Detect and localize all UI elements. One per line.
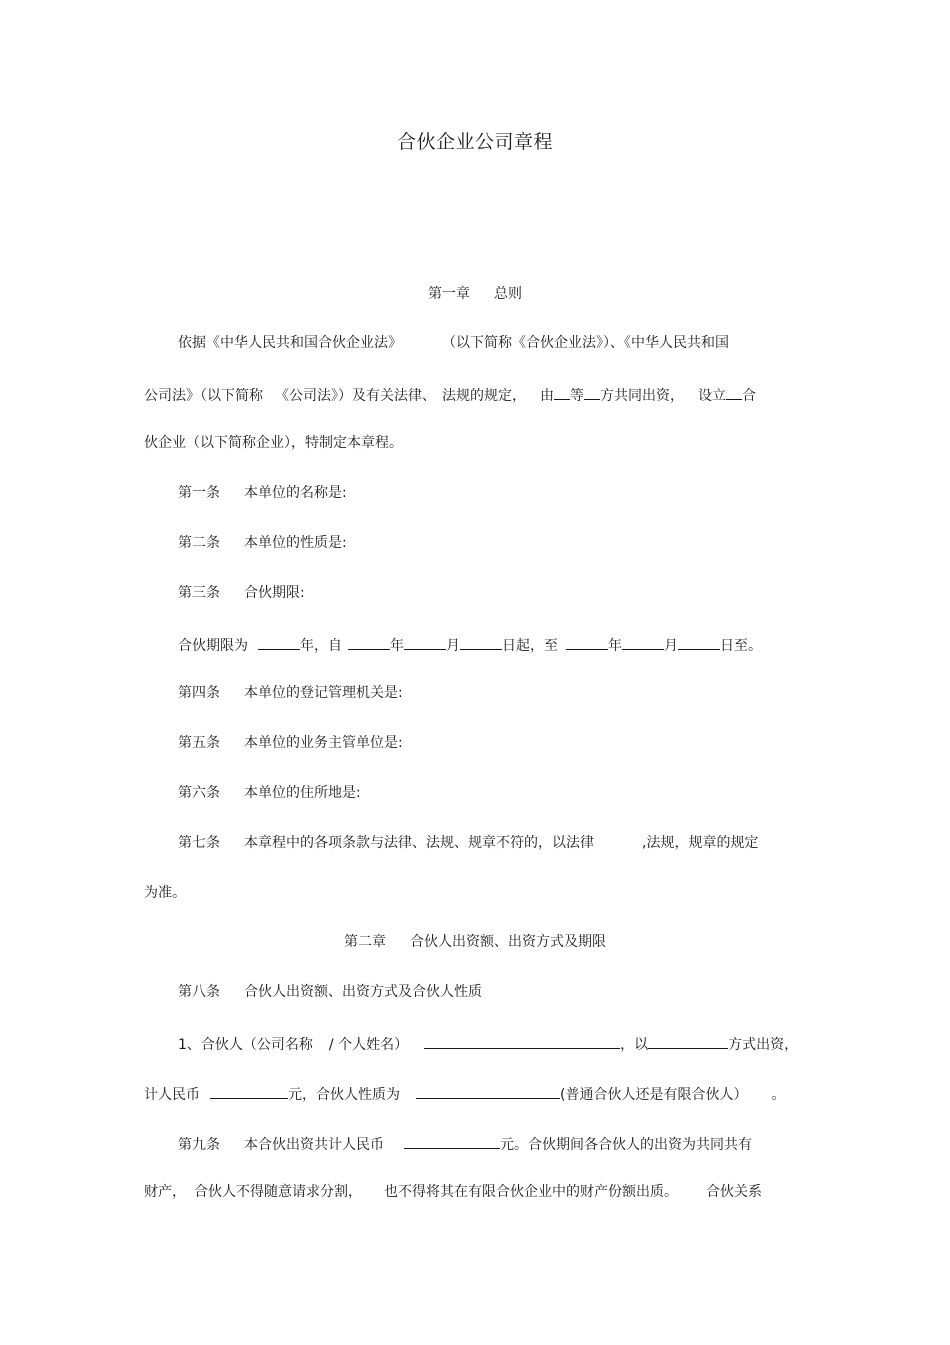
chapter-2-heading <box>0 932 950 952</box>
article-8 <box>178 982 482 1002</box>
article-9-line-1 <box>178 1132 752 1155</box>
chapter-1-heading <box>0 284 950 304</box>
article-7 <box>178 833 758 853</box>
article-2 <box>178 533 347 553</box>
blank-partner-type[interactable] <box>416 1082 560 1099</box>
blank-contribution-method[interactable] <box>648 1032 728 1049</box>
intro-text: 合 <box>742 388 756 404</box>
blank-start-year[interactable] <box>348 633 390 650</box>
intro-text: 《公司法》 <box>275 388 338 404</box>
intro-line-2 <box>144 383 756 406</box>
chapter-2-number: 第二章 <box>344 934 386 950</box>
chapter-1-number: 第一章 <box>428 286 470 302</box>
article-6 <box>178 783 361 803</box>
term-text: 年 <box>608 638 622 654</box>
item-text: / 个人姓名） <box>328 1037 409 1053</box>
partner-item-1-line-2 <box>144 1082 785 1105</box>
article-number: 第七条 <box>178 835 220 851</box>
intro-text: 法规的规定， <box>442 388 526 404</box>
blank-amount[interactable] <box>210 1082 288 1099</box>
article-3 <box>178 583 305 603</box>
article-text: 财产， <box>144 1184 186 1200</box>
article-text: 本章程中的各项条款与法律、法规、规章不符的，以法律 <box>244 835 594 851</box>
intro-text: （以下简称《合伙企业法》）、《中华人民共和国 <box>442 335 729 351</box>
article-text: 合伙人不得随意请求分割， <box>194 1184 362 1200</box>
article-1 <box>178 483 347 503</box>
partner-item-1-line-1 <box>178 1032 798 1055</box>
article-5 <box>178 733 403 753</box>
article-text: ,法规，规章的规定 <box>642 835 759 851</box>
blank-years[interactable] <box>258 633 300 650</box>
article-number: 第二条 <box>178 535 220 551</box>
term-text: 日至。 <box>720 638 762 654</box>
intro-text: 由 <box>540 388 554 404</box>
article-number: 第九条 <box>178 1137 220 1153</box>
intro-text: ）及有关法律、 <box>338 388 436 404</box>
article-text: 元。合伙期间各合伙人的出资为共同共有 <box>500 1137 752 1153</box>
intro-text: 方共同出资， <box>600 388 684 404</box>
term-text: 合伙期限为 <box>178 638 248 654</box>
blank-total-amount[interactable] <box>404 1132 500 1149</box>
intro-text: 设立 <box>698 388 726 404</box>
item-text: ，以 <box>620 1037 649 1053</box>
article-number: 第一条 <box>178 485 220 501</box>
article-text: 合伙人出资额、出资方式及合伙人性质 <box>244 984 482 1000</box>
term-text: 年 <box>390 638 404 654</box>
blank-field[interactable] <box>554 383 570 400</box>
article-text: 也不得将其在有限合伙企业中的财产份额出质。 <box>384 1184 678 1200</box>
blank-end-year[interactable] <box>566 633 608 650</box>
chapter-1-name: 总则 <box>494 286 522 302</box>
intro-text: 依据《中华人民共和国合伙企业法》 <box>178 335 402 351</box>
blank-field[interactable] <box>726 383 742 400</box>
article-text: 本单位的业务主管单位是: <box>244 735 403 751</box>
intro-text: 等 <box>570 388 584 404</box>
term-text: 月 <box>664 638 678 654</box>
blank-start-month[interactable] <box>404 633 446 650</box>
item-text: 方式出资， <box>728 1037 799 1053</box>
article-number: 第五条 <box>178 735 220 751</box>
article-text: 本单位的住所地是: <box>244 785 361 801</box>
blank-end-day[interactable] <box>678 633 720 650</box>
blank-partner-name[interactable] <box>424 1032 620 1049</box>
item-text: 。 <box>771 1087 786 1103</box>
term-text: 日起，至 <box>502 638 558 654</box>
item-text: 1、合伙人（公司名称 <box>178 1037 313 1053</box>
article-9-line-2 <box>144 1182 762 1202</box>
article-number: 第三条 <box>178 585 220 601</box>
article-7-continuation: 为准。 <box>144 885 186 901</box>
intro-text: 公司法》（以下简称 <box>144 388 263 404</box>
article-text: 本单位的名称是: <box>244 485 347 501</box>
article-text: 合伙关系 <box>706 1184 762 1200</box>
article-number: 第四条 <box>178 685 220 701</box>
term-text: 月 <box>446 638 460 654</box>
intro-line-3: 伙企业（以下简称企业），特制定本章程。 <box>144 435 403 451</box>
item-text: 计人民币 <box>144 1087 200 1103</box>
article-text: 本单位的性质是: <box>244 535 347 551</box>
article-text: 本单位的登记管理机关是: <box>244 685 403 701</box>
document-title: 合伙企业公司章程 <box>396 131 553 153</box>
article-text: 合伙期限: <box>244 585 305 601</box>
blank-start-day[interactable] <box>460 633 502 650</box>
blank-end-month[interactable] <box>622 633 664 650</box>
chapter-2-name: 合伙人出资额、出资方式及期限 <box>410 934 606 950</box>
term-line <box>178 633 762 656</box>
article-4 <box>178 683 403 703</box>
intro-line-1 <box>178 333 729 353</box>
blank-field[interactable] <box>584 383 600 400</box>
item-text: (普通合伙人还是有限合伙人） <box>560 1087 748 1103</box>
article-number: 第六条 <box>178 785 220 801</box>
article-text: 本合伙出资共计人民币 <box>244 1137 384 1153</box>
article-number: 第八条 <box>178 984 220 1000</box>
term-text: 年，自 <box>300 638 342 654</box>
item-text: 元，合伙人性质为 <box>288 1087 400 1103</box>
